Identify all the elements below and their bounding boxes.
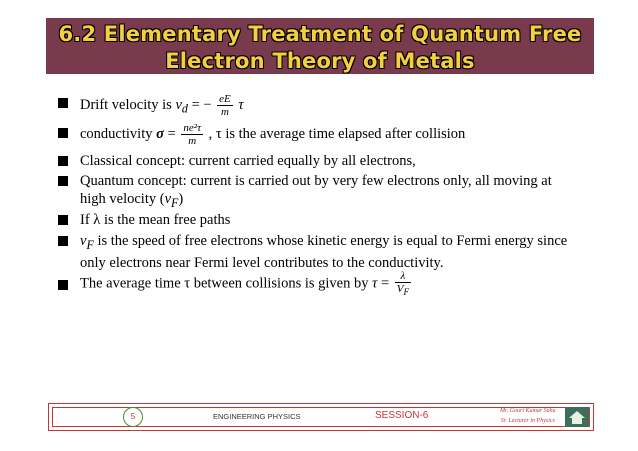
bullet-marker [58,128,68,138]
bullet-average-time: The average time τ between collisions is given by τ = $\frac{\lambda}{V_F}$ [58,270,578,302]
slide-title-line-2: Electron Theory of Metals [165,49,475,73]
page-number: 5 [123,407,143,427]
bullet-drift-velocity: Drift velocity is $v_d$ = − $\frac{eE}{m}$ τ [58,90,578,114]
bullet-marker [58,236,68,246]
bullet-fermi-speed: $v_F$ is the speed of free electrons whose kinetic energy is equal to Fermi energy since only electrons near Fermi level contributes to the conductivity. [58,232,578,270]
bullet-quantum: Quantum concept: current is carried out by very few electrons only, all moving at high velocity $(v_F)$ [58,172,578,208]
bullet-marker [58,215,68,225]
bullet-marker [58,98,68,108]
author-credit: Mr. Gouri Kumar Sahu Sr. Lecturer in Physics [500,408,556,424]
bullet-classical: Classical concept: current carried equally by all electrons, [58,152,578,170]
bullet-conductivity: conductivity σ = $\frac{\text{ne²τ}}{m}$ , τ is the average time elapsed after collision [58,120,578,150]
fraction: $\frac{\lambda}{V_F}$ [396,270,410,298]
bullet-marker [58,280,68,290]
fraction: $\frac{\text{ne²τ}}{m}$ [183,122,202,147]
session-label: SESSION-6 [375,410,429,421]
bullet-marker [58,176,68,186]
home-icon [565,407,589,427]
bullet-marker [58,156,68,166]
course-name: ENGINEERING PHYSICS [213,412,301,421]
bullet-mean-free-path: If λ is the mean free paths [58,211,578,229]
fraction: $\frac{eE}{m}$ [219,93,231,118]
home-button[interactable] [565,407,589,427]
slide-title-line-1: 6.2 Elementary Treatment of Quantum Free [58,22,582,46]
